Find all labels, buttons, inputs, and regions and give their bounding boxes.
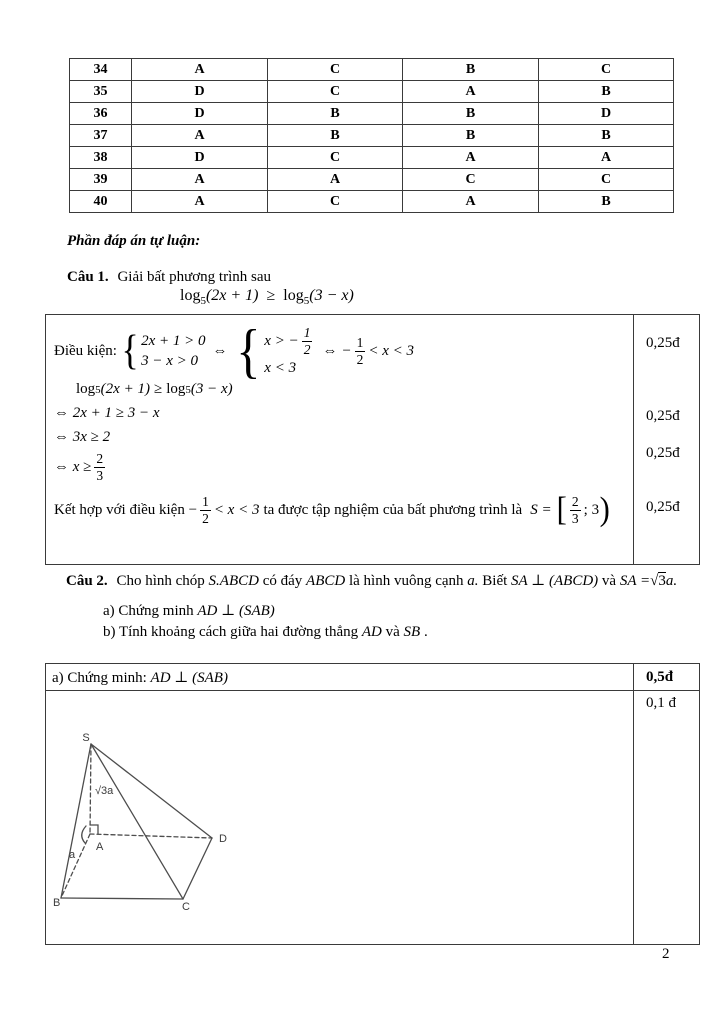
fraction-2-3: $\frac{2}{3}$ xyxy=(96,451,104,483)
answer-cell: C xyxy=(268,191,403,213)
vertex-label-C: C xyxy=(182,901,190,913)
answer-cell: A xyxy=(403,147,539,169)
log-base: 5 xyxy=(185,383,191,396)
answer-cell: A xyxy=(132,125,268,147)
point-badge: 0,25đ xyxy=(646,335,680,351)
math: SA = xyxy=(619,573,651,589)
answer-cell: A xyxy=(132,191,268,213)
math: a. xyxy=(467,573,479,589)
text: b) Tính khoảng cách giữa hai đường thẳng xyxy=(103,624,359,640)
step-text: ⇔ x ≥ xyxy=(54,458,92,475)
left-brace: { xyxy=(121,328,139,374)
solution-line-condition xyxy=(54,318,414,384)
answer-cell: A xyxy=(132,169,268,191)
pyramid-svg xyxy=(51,694,291,934)
right-paren: ) xyxy=(599,491,610,528)
log-fn: log xyxy=(180,287,201,304)
cau2-statement xyxy=(66,571,677,590)
radical-sign: √ xyxy=(650,573,659,589)
pyramid-figure xyxy=(51,694,291,939)
edge-BC xyxy=(61,898,183,899)
edge-AB xyxy=(61,834,90,898)
condition-2: 3 − x > 0 xyxy=(141,352,198,369)
row1-math: AD ⊥ (SAB) xyxy=(150,670,228,686)
solution-line-2 xyxy=(54,405,160,422)
step-text: ⇔ 2x + 1 ≥ 3 − x xyxy=(54,405,160,421)
table-row xyxy=(70,191,674,213)
conclusion-interval: < x < 3 xyxy=(213,501,260,518)
condition-1: 2x + 1 > 0 xyxy=(141,332,206,349)
system2-line1-pre: x > − xyxy=(264,332,299,349)
solution-line-log xyxy=(76,381,233,398)
math: S.ABCD xyxy=(208,573,259,589)
point-badge: 0,1 đ xyxy=(646,695,676,711)
answer-cell: B xyxy=(403,103,539,125)
cau1-solution-table xyxy=(45,314,700,565)
question-number: 39 xyxy=(70,169,132,191)
result-interval: < x < 3 xyxy=(368,342,414,359)
log-fn: log xyxy=(166,381,186,397)
fraction-2-3: $\frac{2}{3}$ xyxy=(571,493,579,526)
table-row xyxy=(70,169,674,191)
right-angle-mark xyxy=(90,825,98,834)
answer-cell: D xyxy=(539,103,674,125)
math: a. xyxy=(665,573,678,589)
math: AD ⊥ (SAB) xyxy=(197,603,275,619)
answer-cell: A xyxy=(403,191,539,213)
answer-cell: C xyxy=(403,169,539,191)
edge-SB xyxy=(61,744,91,898)
question-number: 36 xyxy=(70,103,132,125)
system-2 xyxy=(234,318,315,384)
solution-line-3 xyxy=(54,429,110,446)
left-bracket: [ xyxy=(556,491,567,528)
page-number: 2 xyxy=(662,946,670,962)
text: . xyxy=(423,624,428,640)
essay-section-heading: Phần đáp án tự luận: xyxy=(67,233,201,249)
answer-cell: B xyxy=(403,59,539,81)
edge-length-a: a xyxy=(69,849,76,861)
answer-cell: A xyxy=(132,59,268,81)
cau1-statement xyxy=(67,269,271,286)
math: AD xyxy=(361,624,382,640)
set-semicolon: ; 3 xyxy=(583,501,600,518)
math: SB xyxy=(403,624,421,640)
answer-cell: B xyxy=(539,81,674,103)
points-column xyxy=(633,315,701,564)
answer-cell: A xyxy=(539,147,674,169)
question-number: 37 xyxy=(70,125,132,147)
answer-cell: C xyxy=(268,59,403,81)
solution-line-conclusion xyxy=(54,493,610,527)
cau2-item-a xyxy=(103,601,275,620)
text: Cho hình chóp xyxy=(116,573,205,589)
result-minus: − xyxy=(341,342,352,359)
cau1-label: Câu 1. xyxy=(67,269,109,285)
cau2-item-b xyxy=(103,624,428,641)
math: SA ⊥ (ABCD) xyxy=(511,573,599,589)
system2-line2: x < 3 xyxy=(264,360,297,377)
conclusion-pre: Kết hợp với điều kiện − xyxy=(54,501,198,518)
answer-cell: C xyxy=(539,59,674,81)
formula-arg2: (3 − x) xyxy=(190,381,233,397)
radicand: 3 xyxy=(658,573,666,589)
cau2-table-row1 xyxy=(46,664,699,691)
answer-key-table xyxy=(69,58,674,213)
answer-cell: B xyxy=(539,125,674,147)
text: Biết xyxy=(482,573,508,589)
table-row xyxy=(70,103,674,125)
edge-SC xyxy=(91,744,183,899)
question-number: 34 xyxy=(70,59,132,81)
answer-cell: B xyxy=(268,125,403,147)
formula-arg1: (2x + 1) xyxy=(100,381,150,397)
text: và xyxy=(385,624,400,640)
point-badge: 0,25đ xyxy=(646,499,680,515)
math: ABCD xyxy=(306,573,346,589)
fraction-1-2: $\frac{1}{2}$ xyxy=(303,324,311,357)
system-1 xyxy=(120,330,206,372)
question-number: 35 xyxy=(70,81,132,103)
point-badge: 0,25đ xyxy=(646,445,680,461)
answer-cell: D xyxy=(132,103,268,125)
log-fn: log xyxy=(76,381,96,397)
angle-arc xyxy=(82,826,86,843)
text: là hình vuông cạnh xyxy=(348,573,464,589)
log-fn: log xyxy=(283,287,304,304)
answer-cell: B xyxy=(403,125,539,147)
answer-cell: D xyxy=(132,81,268,103)
formula-arg2: (3 − x) xyxy=(309,287,354,304)
cau2-solution-table xyxy=(45,663,700,945)
edge-AD xyxy=(90,834,212,838)
answer-cell: A xyxy=(268,169,403,191)
fraction-1-2: $\frac{1}{2}$ xyxy=(356,334,364,367)
text: và xyxy=(601,573,617,589)
answer-cell: B xyxy=(268,103,403,125)
log-base: 5 xyxy=(303,295,310,308)
vertex-label-S: S xyxy=(82,732,90,744)
point-badge: 0,25đ xyxy=(646,408,680,424)
answer-cell: C xyxy=(539,169,674,191)
point-badge: 0,5đ xyxy=(646,669,674,685)
relation: ≥ xyxy=(153,381,163,397)
formula-arg1: (2x + 1) xyxy=(205,287,259,304)
answer-cell: B xyxy=(539,191,674,213)
vertex-label-B: B xyxy=(53,897,61,909)
condition-label: Điều kiện: xyxy=(54,342,117,359)
conclusion-text: ta được tập nghiệm của bất phương trình là xyxy=(263,501,523,518)
row1-label: a) Chứng minh: xyxy=(52,670,147,686)
cau1-formula xyxy=(180,287,354,307)
fraction-1-2: $\frac{1}{2}$ xyxy=(202,493,209,526)
cau2-label: Câu 2. xyxy=(66,573,108,589)
answer-cell: A xyxy=(403,81,539,103)
answer-cell: C xyxy=(268,147,403,169)
edge-length-SA: √3a xyxy=(95,785,114,797)
vertex-label-A: A xyxy=(96,841,104,853)
left-brace: { xyxy=(236,318,262,384)
table-row xyxy=(70,81,674,103)
cau1-prompt: Giải bất phương trình sau xyxy=(117,269,271,285)
edge-SA xyxy=(90,744,91,834)
relation: ≥ xyxy=(266,287,276,304)
iff-symbol: ⇔ xyxy=(212,342,228,359)
step-text: ⇔ 3x ≥ 2 xyxy=(54,429,111,445)
text: có đáy xyxy=(262,573,303,589)
vertex-label-D: D xyxy=(219,833,227,845)
solution-set: S = xyxy=(530,501,552,518)
edge-CD xyxy=(183,838,212,899)
text: a) Chứng minh xyxy=(103,603,194,619)
log-base: 5 xyxy=(200,295,206,308)
solution-line-4 xyxy=(54,451,108,483)
iff-symbol: ⇔ xyxy=(322,342,338,359)
log-base: 5 xyxy=(95,383,101,396)
question-number: 40 xyxy=(70,191,132,213)
question-number: 38 xyxy=(70,147,132,169)
table-row xyxy=(70,125,674,147)
table-row xyxy=(70,59,674,81)
answer-cell: C xyxy=(268,81,403,103)
answer-cell: D xyxy=(132,147,268,169)
table-row xyxy=(70,147,674,169)
